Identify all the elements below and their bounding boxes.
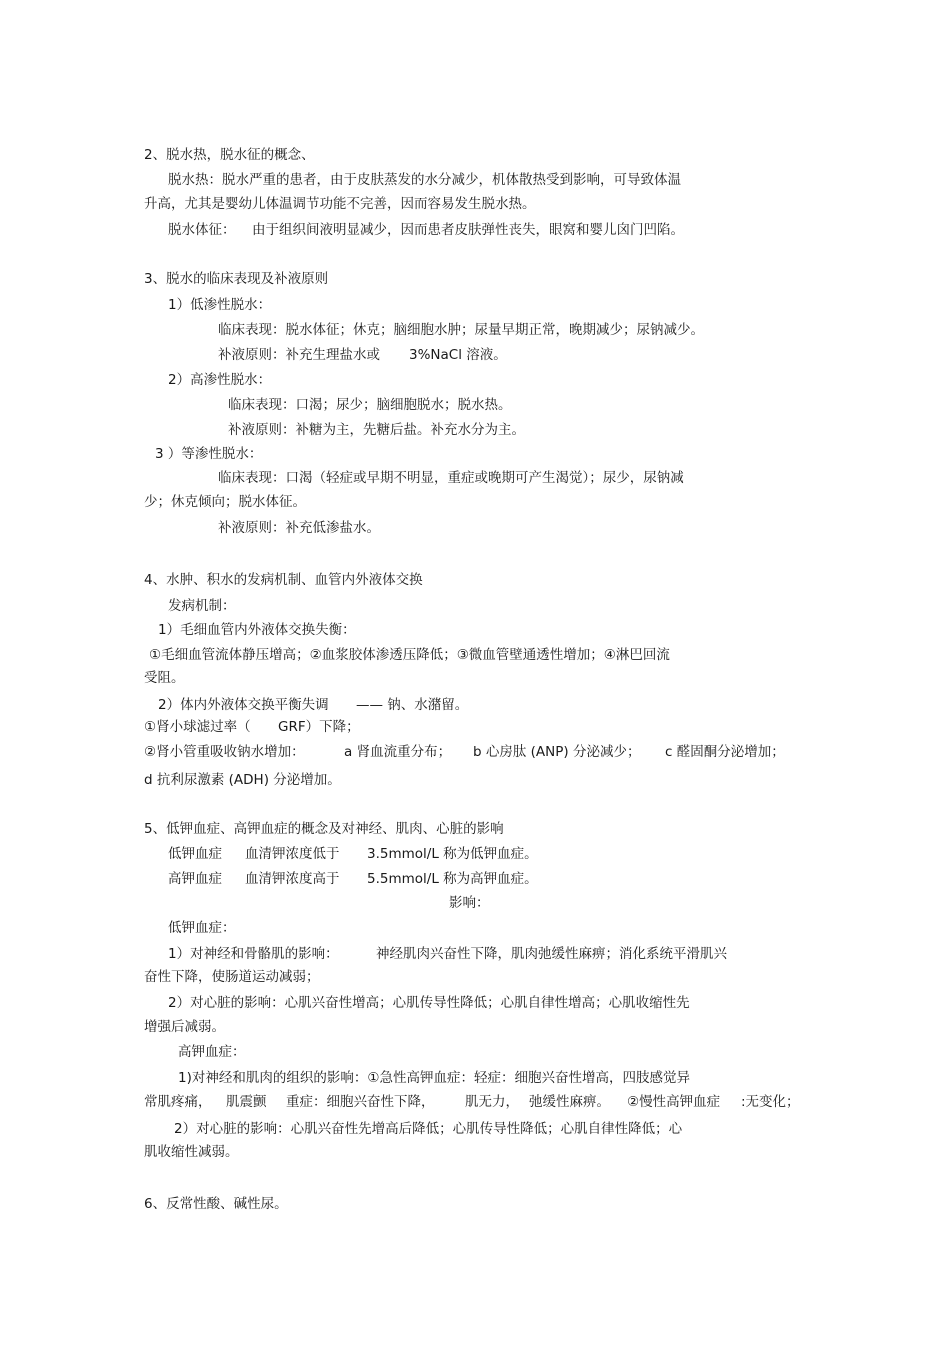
section-2-heading: 2、脱水热，脱水征的概念、 [144, 147, 315, 163]
hyperkalemia-effect-1-a: 常肌疼痛， [144, 1094, 212, 1110]
effects-label: 影响： [449, 895, 490, 911]
hyperkalemia-effect-1-b: 肌震颤 [226, 1094, 267, 1110]
hyperkalemia-definition: 血清钾浓度高于 [245, 871, 340, 887]
hypokalemia-effect-1: 1）对神经和骨骼肌的影响： [168, 946, 339, 962]
hyperkalemia-effect-2: 2）对心脏的影响：心肌兴奋性先增高后降低；心肌传导性降低；心肌自律性降低；心 [174, 1121, 683, 1137]
hypokalemia-threshold: 3.5mmol/L 称为低钾血症。 [367, 846, 538, 862]
hyperkalemia-threshold: 5.5mmol/L 称为高钾血症。 [367, 871, 538, 887]
dehydration-sign-text: 由于组织间液明显减少，因而患者皮肤弹性丧失，眼窝和婴儿囟门凹陷。 [252, 222, 684, 238]
isotonic-principle: 补液原则：补充低渗盐水。 [218, 520, 380, 536]
hypokalemia-effect-2-cont: 增强后减弱。 [144, 1019, 225, 1035]
mechanism-item-2-title: 2）体内外液体交换平衡失调 [158, 697, 329, 713]
section-5-heading: 5、低钾血症、高钾血症的概念及对神经、肌肉、心脏的影响 [144, 821, 504, 837]
hypertonic-clinical: 临床表现：口渴；尿少；脑细胞脱水；脱水热。 [228, 397, 512, 413]
tubular-reabsorption: ②肾小管重吸收钠水增加： [144, 744, 305, 760]
aldosterone-secretion: c 醛固酮分泌增加； [665, 744, 785, 760]
hyperkalemia-effect-1-g: :无变化； [741, 1094, 800, 1110]
hyperkalemia-term: 高钾血症 [168, 871, 222, 887]
hyperkalemia-effect-1-c: 重症：细胞兴奋性下降， [286, 1094, 435, 1110]
mechanism-item-2-retention: —— 钠、水潴留。 [356, 697, 469, 713]
hypotonic-principle-solution: 3%NaCl 溶液。 [409, 347, 507, 363]
mechanism-label: 发病机制： [168, 598, 236, 614]
renal-blood-flow: a 肾血流重分布； [344, 744, 452, 760]
hypotonic-title: 1）低渗性脱水： [168, 297, 272, 313]
section-4-heading: 4、水肿、积水的发病机制、血管内外液体交换 [144, 572, 423, 588]
adh-secretion: d 抗利尿激素 (ADH) 分泌增加。 [144, 772, 341, 788]
mechanism-item-1-text: ①毛细血管流体静压增高；②血浆胶体渗透压降低；③微血管壁通透性增加；④淋巴回流 [149, 647, 670, 663]
mechanism-item-1-title: 1）毛细血管内外液体交换失衡： [158, 622, 356, 638]
dehydration-fever-text-cont: 升高，尤其是婴幼儿体温调节功能不完善，因而容易发生脱水热。 [144, 196, 536, 212]
hyperkalemia-effect-1-e: 弛缓性麻痹。 [529, 1094, 610, 1110]
hypokalemia-effect-1-cont: 奋性下降，使肠道运动减弱； [144, 969, 320, 985]
hyperkalemia-effect-1-d: 肌无力， [465, 1094, 519, 1110]
dehydration-sign-label: 脱水体征： [168, 222, 236, 238]
dehydration-fever-text: 脱水热：脱水严重的患者，由于皮肤蒸发的水分减少，机体散热受到影响，可导致体温 [168, 172, 681, 188]
section-3-heading: 3、脱水的临床表现及补液原则 [144, 271, 329, 287]
hypokalemia-effect-1-text: 神经肌肉兴奋性下降，肌肉弛缓性麻痹；消化系统平滑肌兴 [376, 946, 727, 962]
section-6-heading: 6、反常性酸、碱性尿。 [144, 1196, 288, 1212]
gfr-line-cont: GRF）下降； [278, 719, 360, 735]
isotonic-title: 3 ）等渗性脱水： [155, 446, 263, 462]
hypotonic-principle: 补液原则：补充生理盐水或 [218, 347, 380, 363]
hypokalemia-label: 低钾血症： [168, 920, 236, 936]
hypotonic-clinical: 临床表现：脱水体征；休克；脑细胞水肿；尿量早期正常，晚期减少；尿钠减少。 [218, 322, 704, 338]
hyperkalemia-label: 高钾血症： [178, 1044, 246, 1060]
hyperkalemia-effect-1-f: ②慢性高钾血症 [627, 1094, 721, 1110]
isotonic-clinical-cont: 少；休克倾向；脱水体征。 [144, 494, 306, 510]
hyperkalemia-effect-2-cont: 肌收缩性减弱。 [144, 1144, 239, 1160]
hyperkalemia-effect-1: 1)对神经和肌肉的组织的影响：①急性高钾血症：轻症：细胞兴奋性增高，四肢感觉异 [178, 1070, 690, 1086]
isotonic-clinical: 临床表现：口渴（轻症或早期不明显，重症或晚期可产生渴觉）；尿少，尿钠减 [218, 470, 684, 486]
hypokalemia-effect-2: 2）对心脏的影响：心肌兴奋性增高；心肌传导性降低；心肌自律性增高；心肌收缩性先 [168, 995, 690, 1011]
anp-secretion: b 心房肽 (ANP) 分泌减少； [473, 744, 641, 760]
hypokalemia-definition: 血清钾浓度低于 [245, 846, 340, 862]
hypertonic-title: 2）高渗性脱水： [168, 372, 272, 388]
gfr-line: ①肾小球滤过率（ [144, 719, 251, 735]
mechanism-item-1-text-cont: 受阻。 [144, 670, 185, 686]
hypertonic-principle: 补液原则：补糖为主，先糖后盐。补充水分为主。 [228, 422, 525, 438]
hypokalemia-term: 低钾血症 [168, 846, 222, 862]
